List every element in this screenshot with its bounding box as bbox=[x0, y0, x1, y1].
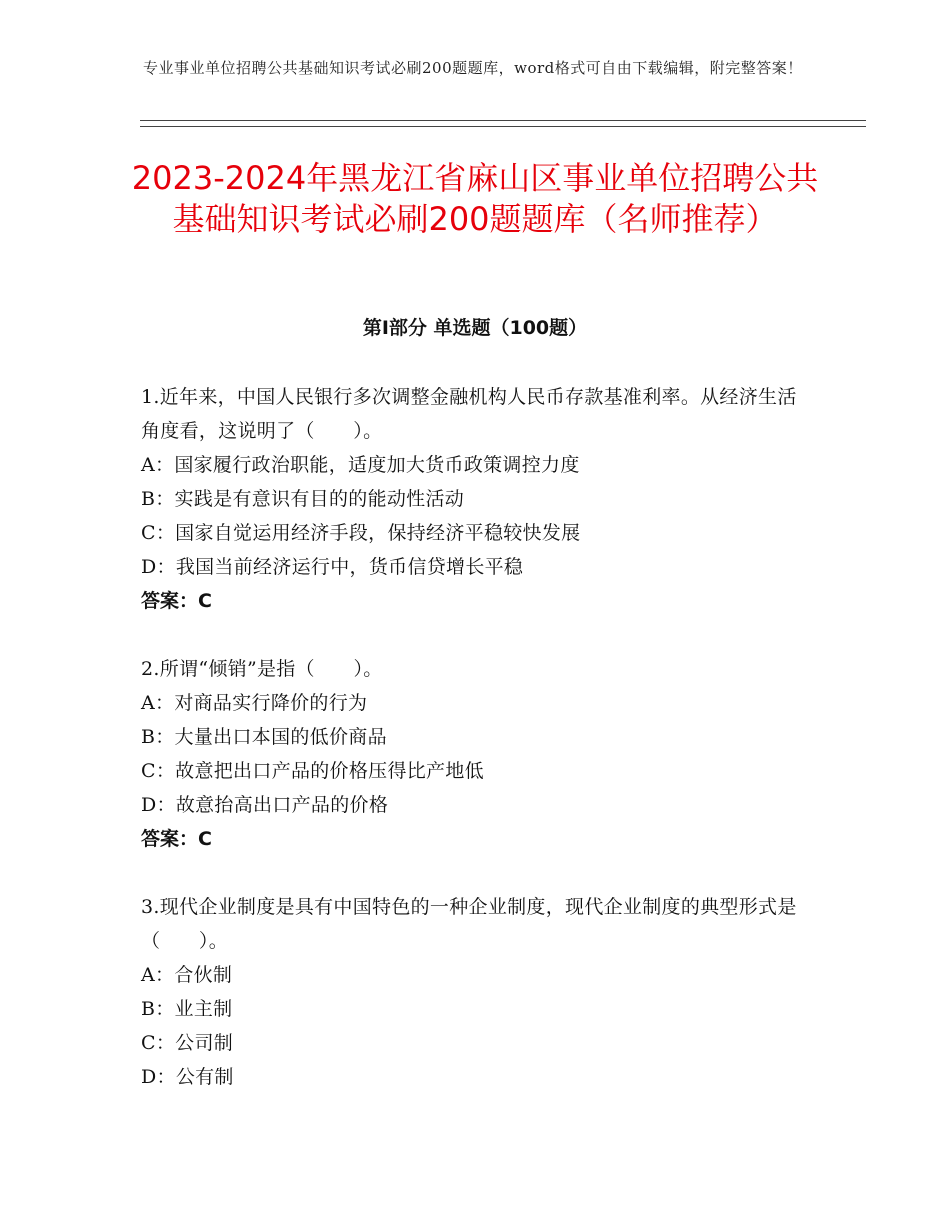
answer-line: 答案：C bbox=[141, 590, 212, 612]
question-stem: 2.所谓“倾销”是指（ ）。 bbox=[141, 658, 383, 680]
section-title: 第Ⅰ部分 单选题（100题） bbox=[362, 317, 588, 339]
question-stem: 3.现代企业制度是具有中国特色的一种企业制度，现代企业制度的典型形式是（ ）。 bbox=[141, 896, 797, 952]
option-b: B：大量出口本国的低价商品 bbox=[141, 726, 387, 748]
answer-line: 答案：C bbox=[141, 828, 212, 850]
option-b: B：业主制 bbox=[141, 998, 233, 1020]
question-3 bbox=[141, 890, 801, 1094]
document-title: 2023-2024年黑龙江省麻山区事业单位招聘公共基础知识考试必刷200题题库（名师推荐） bbox=[131, 159, 819, 238]
question-stem: 1.近年来，中国人民银行多次调整金融机构人民币存款基准利率。从经济生活角度看，这说明了（ ）。 bbox=[141, 386, 797, 442]
option-d: D：公有制 bbox=[141, 1066, 234, 1088]
option-c: C：故意把出口产品的价格压得比产地低 bbox=[141, 760, 484, 782]
option-d: D：我国当前经济运行中，货币信贷增长平稳 bbox=[141, 556, 524, 578]
option-c: C：国家自觉运用经济手段，保持经济平稳较快发展 bbox=[141, 522, 581, 544]
option-a: A：国家履行政治职能，适度加大货币政策调控力度 bbox=[141, 454, 580, 476]
option-c: C：公司制 bbox=[141, 1032, 234, 1054]
option-a: A：合伙制 bbox=[141, 964, 233, 986]
header-note: 专业事业单位招聘公共基础知识考试必刷200题题库，word格式可自由下载编辑，附完整答案！ bbox=[143, 59, 803, 77]
option-d: D：故意抬高出口产品的价格 bbox=[141, 794, 389, 816]
header-divider bbox=[140, 120, 866, 127]
question-2 bbox=[141, 652, 801, 856]
option-b: B：实践是有意识有目的的能动性活动 bbox=[141, 488, 465, 510]
option-a: A：对商品实行降价的行为 bbox=[141, 692, 368, 714]
question-1 bbox=[141, 380, 801, 618]
